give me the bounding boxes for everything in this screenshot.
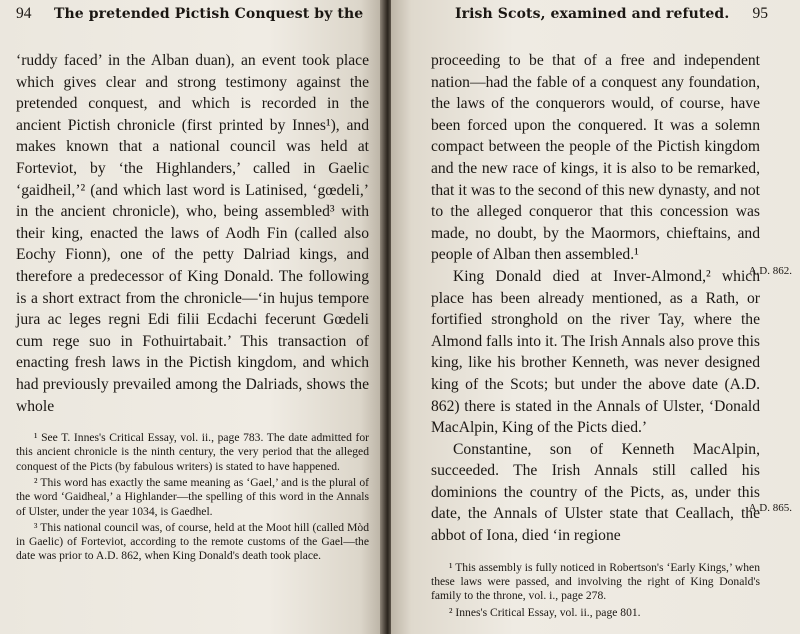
- left-page: [0, 0, 383, 634]
- footnote: ¹ See T. Innes's Critical Essay, vol. ii., page 783. The date admitted for this ancient chronicle is the ninth century, the very period that the alleged conquest of the Picts (by fabulous writers) is stated to have happened.: [16, 431, 369, 473]
- footnote: ³ This national council was, of course, held at the Moot hill (called Mòd in Gaelic) of Forteviot, according to the remote customs of the Gael—the date was prior to A.D. 862, when King Donald's death took place.: [16, 520, 369, 563]
- paragraph: ‘ruddy faced’ in the Alban duan), an event took place which gives clear and strong testimony against the pretended conquest, and which is recorded in the ancient Pictish chronicle (first printed by Innes¹), and makes known that a national council was held at Forteviot, by ‘the Highlanders,’ called in Gaelic ‘gaidheil,’² (and which last word is Latinised, ‘gœdeli,’ in the ancient chronicle), who, being assembled³ with their king, enacted the laws of Aodh Fin (called also Eochy Fionn), one of the petty Dalriad kings, and therefore a predecessor of King Donald. The following is a short extract from the chronicle—‘in hujus tempore jura ac leges regni Edi filii Ecdachi fecerunt Gœdeli cum rege suo in Fothuirtabait.’ This transaction of enacting fresh laws in the Pictish kingdom, and which had previously prevailed among the Dalriads, shows the whole: [16, 52, 369, 415]
- body-text-right: [431, 50, 792, 547]
- paragraph: proceeding to be that of a free and independent nation—had the fable of a conquest any foundation, the laws of the conquerors would, of course, have been forced upon the conquered. It was a solemn compact between the people of the Pictish kingdom and the new race of kings, it is also to be remarked, that it was to the second of this new dynasty, and not to the alleged conqueror that this concession was made, no doubt, by the Maormors, chieftains, and people of Alban then assembled.¹: [431, 52, 760, 264]
- footnotes-right: [431, 561, 792, 620]
- page-number-right: 95: [752, 5, 768, 22]
- footnotes-left: [16, 431, 369, 564]
- footnote: ² This word has exactly the same meaning as ‘Gael,’ and is the plural of the word ‘Gaidheal,’ a Highlander—the spelling of this word in the Annals of Ulster, under the year 1034, is Gaedhel.: [16, 475, 369, 518]
- right-page: [391, 0, 800, 634]
- margin-note-date: A.D. 862.: [748, 265, 792, 277]
- footnote: ¹ This assembly is fully noticed in Robertson's ‘Early Kings,’ when these laws were passed, and involving the right of King Donald's family to the throne, vol. i., page 278.: [431, 560, 760, 603]
- paragraph: King Donald died at Inver-Almond,² which place has been already mentioned, as a Rath, or fortified stronghold on the river Tay, where the Almond falls into it. The Irish Annals also prove this king, like his brother Kenneth, was never designed king of the Scots; but under the above date (A.D. 862) there is stated in the Annals of Ulster, ‘Donald MacAlpin, King of the Picts died.’: [431, 267, 760, 437]
- paragraph: Constantine, son of Kenneth MacAlpin, succeeded. The Irish Annals still called his dominions the country of the Picts, as, under this date, the Annals of Ulster state that Ceallach, the abbot of Iona, died ‘in regione: [431, 440, 760, 545]
- footnote: ² Innes's Critical Essay, vol. ii., page 801.: [449, 605, 641, 619]
- body-text-left: [16, 50, 369, 417]
- running-title-left: The pretended Pictish Conquest by the: [54, 6, 364, 22]
- running-header-right: [431, 0, 792, 28]
- running-title-right: Irish Scots, examined and refuted.: [455, 6, 730, 22]
- running-header-left: [16, 0, 369, 28]
- page-number-left: 94: [16, 5, 32, 22]
- margin-note-date: A.D. 865.: [748, 502, 792, 514]
